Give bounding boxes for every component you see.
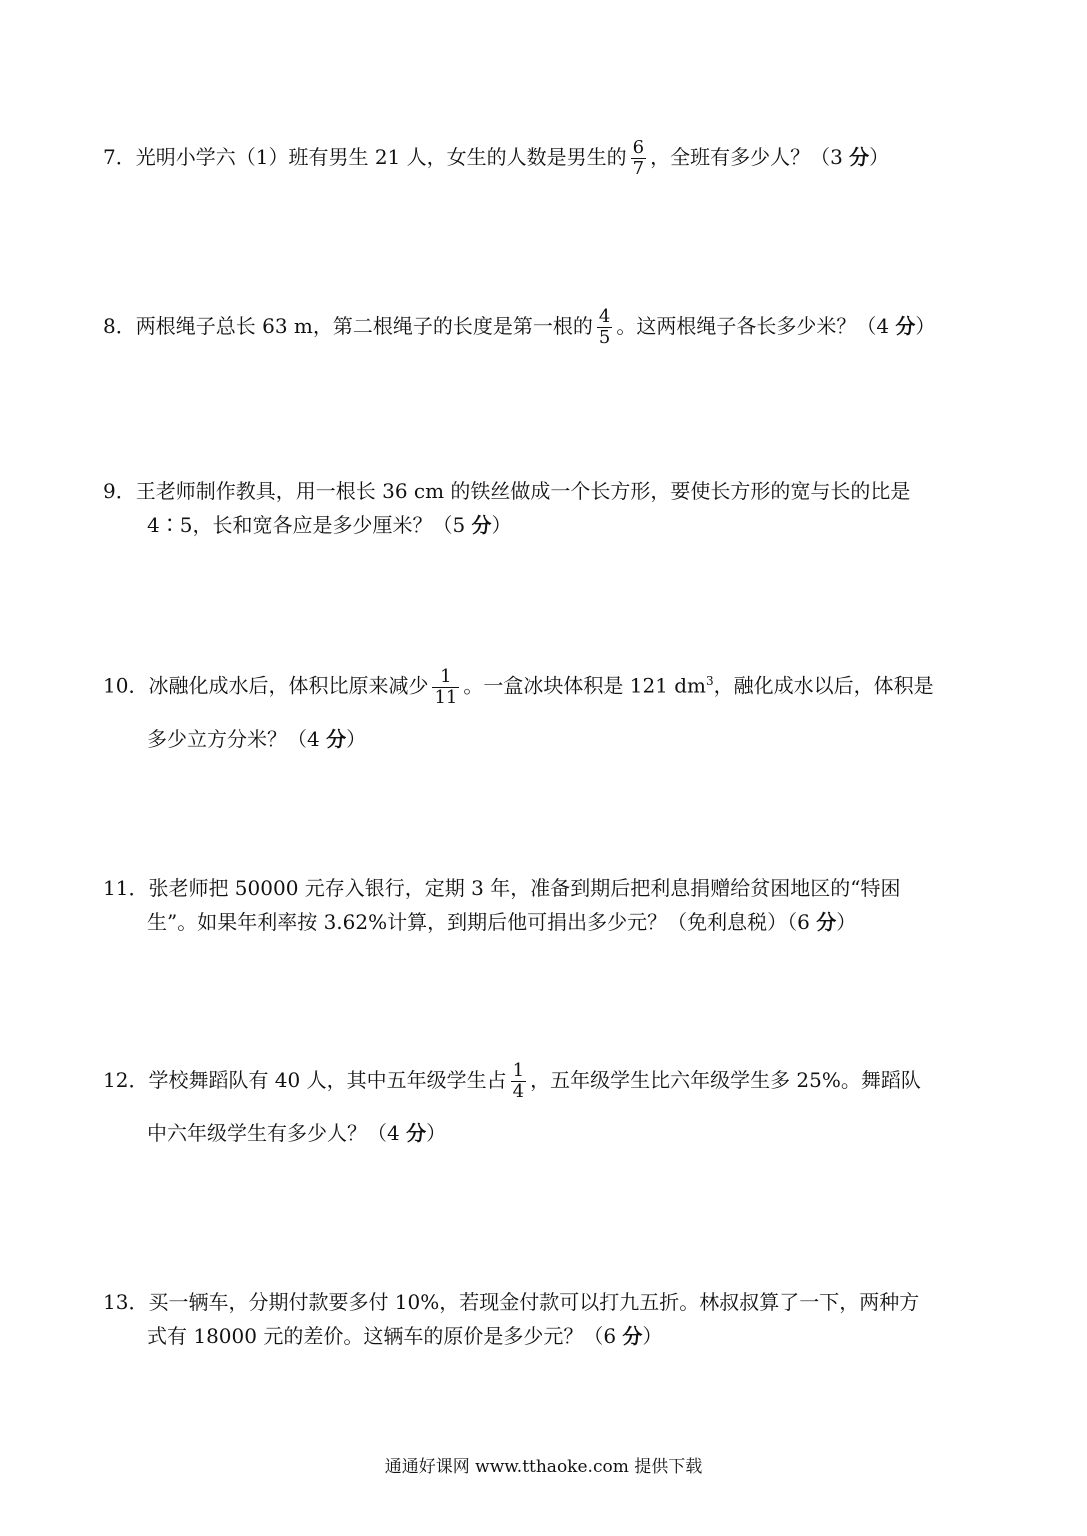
question-10 (103, 664, 983, 756)
score-unit: 分 (849, 145, 870, 169)
question-line-2 (103, 508, 983, 542)
question-text: 两根绳子总长 63 m，第二根绳子的长度是第一根的 (135, 314, 593, 338)
denominator: 7 (632, 158, 645, 179)
score-unit: 分 (406, 1121, 427, 1145)
denominator: 5 (598, 327, 611, 348)
question-7 (103, 138, 983, 179)
score-unit: 分 (622, 1324, 643, 1348)
score-unit: 分 (326, 726, 347, 751)
score-unit: 分 (471, 513, 492, 537)
question-line-2 (103, 905, 983, 939)
question-line (103, 1061, 983, 1102)
question-text: ，融化成水以后，体积是 (713, 673, 934, 698)
question-number: 10． (103, 673, 149, 698)
denominator: 11 (434, 686, 458, 708)
question-number: 12． (103, 1068, 149, 1092)
question-line (103, 664, 983, 708)
score-unit: 分 (895, 314, 916, 338)
numerator: 4 (598, 306, 611, 327)
fraction (631, 138, 646, 179)
denominator: 4 (512, 1081, 525, 1102)
question-number: 11． (103, 876, 149, 900)
superscript: 3 (706, 674, 714, 688)
question-text: 学校舞蹈队有 40 人，其中五年级学生占 (148, 1068, 507, 1092)
question-text: ） (426, 1121, 447, 1145)
question-line (103, 307, 983, 348)
question-text: 。这两根绳子各长多少米？（4 (616, 314, 896, 338)
question-line (103, 871, 983, 905)
question-text: ，全班有多少人？（3 (650, 145, 850, 169)
question-12 (103, 1061, 983, 1150)
question-13 (103, 1285, 983, 1353)
question-text: ） (836, 910, 857, 934)
question-number: 9． (103, 479, 136, 503)
question-line-2 (103, 722, 983, 756)
question-line (103, 138, 983, 179)
question-text: 中六年级学生有多少人？（4 (147, 1121, 407, 1145)
numerator: 6 (632, 137, 645, 158)
question-text: 光明小学六（1）班有男生 21 人，女生的人数是男生的 (135, 145, 627, 169)
question-9 (103, 474, 983, 542)
question-text: ，五年级学生比六年级学生多 25%。舞蹈队 (530, 1068, 921, 1092)
question-line-2 (103, 1116, 983, 1150)
question-text: 。一盒冰块体积是 121 dm (463, 673, 707, 698)
question-text: 张老师把 50000 元存入银行，定期 3 年，准备到期后把利息捐赠给贫困地区的“特困 (148, 876, 901, 900)
numerator: 1 (512, 1060, 525, 1081)
question-number: 8． (103, 314, 136, 338)
question-text: 4∶5，长和宽各应是多少厘米？（5 (147, 513, 472, 537)
question-text: ） (346, 726, 367, 751)
question-number: 13． (103, 1290, 149, 1314)
question-text: ） (915, 314, 936, 338)
question-line (103, 474, 983, 508)
fraction (432, 667, 459, 708)
question-line-2 (103, 1319, 983, 1353)
question-text: 王老师制作教具，用一根长 36 cm 的铁丝做成一个长方形，要使长方形的宽与长的比是 (135, 479, 911, 503)
fraction (511, 1061, 526, 1102)
question-number: 7． (103, 145, 136, 169)
question-text: 冰融化成水后，体积比原来减少 (148, 673, 429, 698)
question-line (103, 1285, 983, 1319)
question-text: 多少立方分米？（4 (147, 726, 327, 751)
question-text: ） (869, 145, 890, 169)
score-unit: 分 (816, 910, 837, 934)
question-text: 买一辆车，分期付款要多付 10%，若现金付款可以打九五折。林叔叔算了一下，两种方 (148, 1290, 920, 1314)
question-text: ） (491, 513, 512, 537)
fraction (597, 307, 612, 348)
page-footer: 通通好课网 www.tthaoke.com 提供下载 (384, 1457, 703, 1477)
question-8 (103, 307, 983, 348)
question-text: 生”。如果年利率按 3.62%计算，到期后他可捐出多少元？（免利息税）（6 (147, 910, 817, 934)
question-text: ） (642, 1324, 663, 1348)
question-11 (103, 871, 983, 939)
numerator: 1 (440, 665, 452, 687)
question-text: 式有 18000 元的差价。这辆车的原价是多少元？（6 (147, 1324, 623, 1348)
